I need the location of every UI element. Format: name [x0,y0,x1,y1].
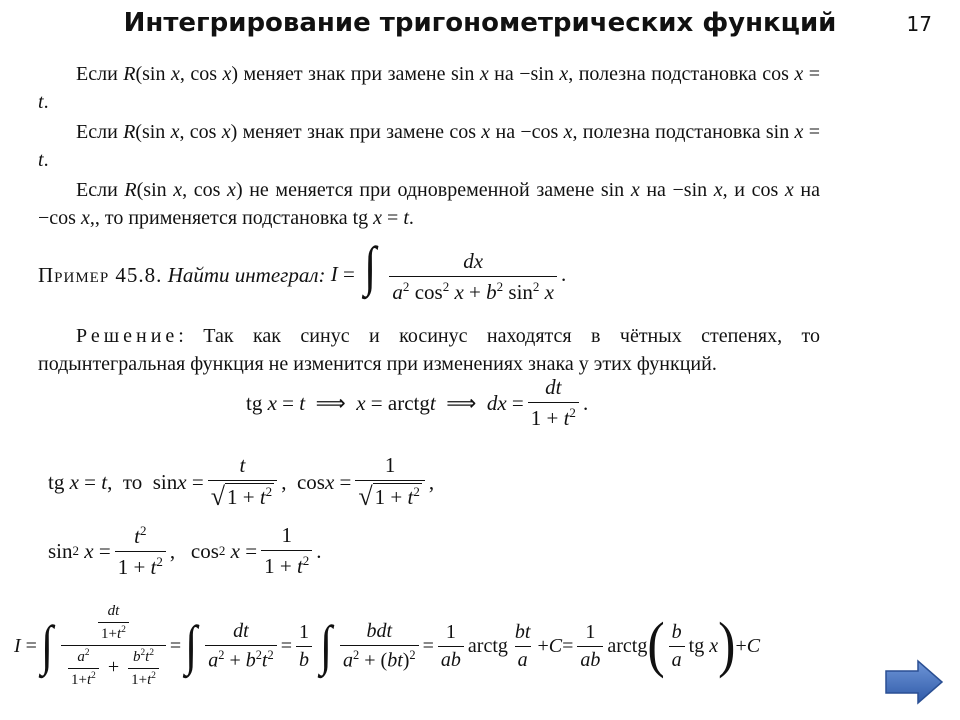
slide-title: Интегрирование тригонометрических функций [123,8,837,38]
rule-cos-substitution: Если R(sin x, cos x) меняет знак при замене sin x на −sin x, полезна подстановка cos x = t. [38,63,820,113]
example-statement [38,236,567,306]
rule-tg-substitution: Если R(sin x, cos x) не меняется при одновременной замене sin x на −sin x, и cos x на −cos x,, то применяется подстановка tg x = t. [38,179,820,229]
rule-sin-substitution: Если R(sin x, cos x) меняет знак при замене cos x на −cos x, полезна подстановка sin x = t. [38,121,820,171]
page-number: 17 [906,12,932,36]
sin-cos-formula: tg x = t , то sin x = t √ $1 + t^2$ , cos x = 1 √ $1 + t^2$ , [48,453,435,511]
squares-formula: sin 2 x = $\frac{t^2}{1 + t^2}$ , cos 2 x = $\frac{1}{1 + t^2}$ . [48,522,322,579]
right-arrow-icon [884,659,944,705]
substitution-formula: tg x = t ⟹ x = arctg t ⟹ dx = $\frac{dt}{1 + t^2}$ . [246,375,589,430]
solution-label: Решение [76,325,179,347]
example-task: Найти интеграл: [167,262,326,287]
example-label: Пример 45.8. [38,262,163,287]
next-slide-button[interactable] [884,659,944,705]
final-integral-formula: I = ∫ $\frac{dt}{1+t^2}$ $\frac{a^2}{1+t^2}$ + $\frac{b^2t^2}{1+t^2}$ = ∫ $\frac{dt}{a^2 + b^2t^2}$ = $\frac{1}{b}$ ∫ $\frac{\text{bdt}}{a^2 + (bt)^2}$ = $\frac{1}{ab}$ arctg $\frac{bt}{a}$ + C = $\frac{1}{ab}$ arctg ( $\frac{b}{a}$ tg x ) + C [14,603,761,688]
example-integral: I = ∫ $\frac{dx}{a^2 \cos^2 x + b^2 \sin^2 x}$ . [330,236,567,304]
solution-text: Решение: Так как синус и косинус находятся в чётных степенях, то подынтегральная функция не изменится при изменениях знака у этих функций. [38,325,820,375]
